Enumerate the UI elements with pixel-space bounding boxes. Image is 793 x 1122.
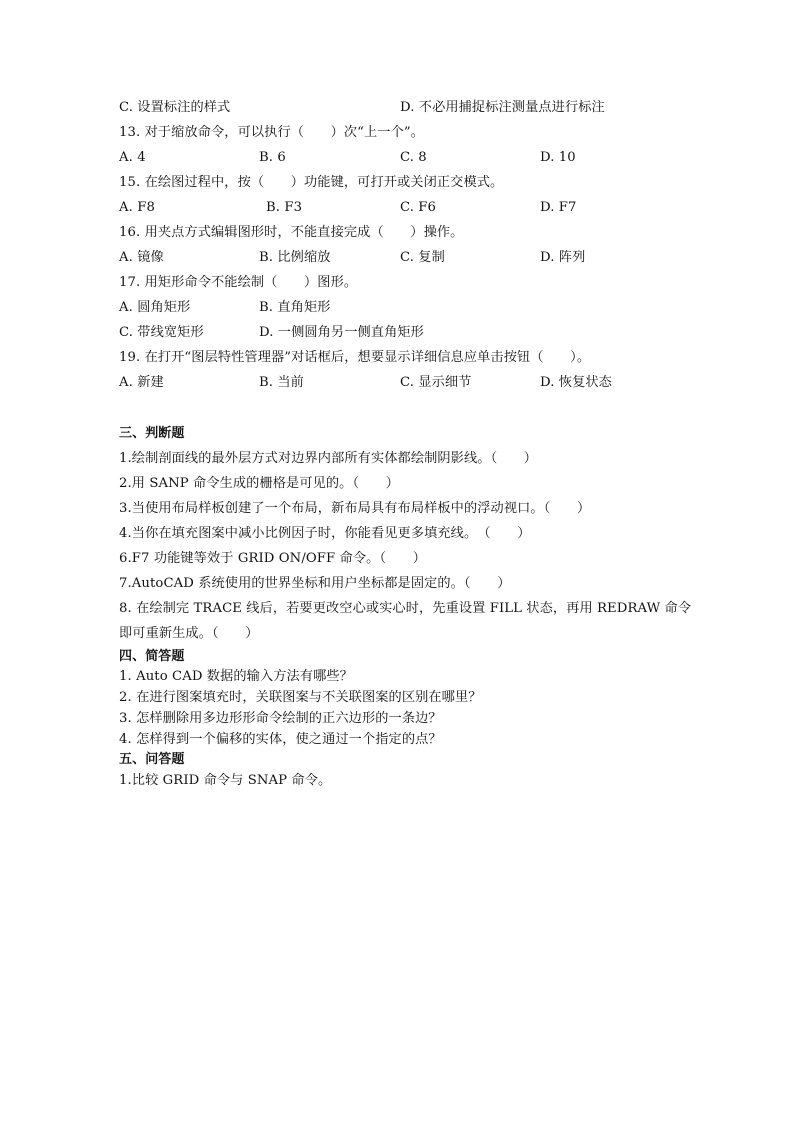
- qa-item: 1.比较 GRID 命令与 SNAP 命令。: [119, 773, 332, 788]
- section-heading-qa: 五、问答题: [119, 752, 185, 767]
- question-15: 15. 在绘图过程中，按（ ）功能键，可打开或关闭正交模式。: [119, 175, 504, 190]
- judge-item: 8. 在绘制完 TRACE 线后，若要更改空心或实心时，先重设置 FILL 状态，再用 REDRAW 命令: [119, 601, 692, 616]
- option-c: C. F6: [400, 200, 437, 215]
- judge-item: 4.当你在填充图案中减小比例因子时，你能看见更多填充线。 （ ）: [119, 526, 531, 541]
- question-17: 17. 用矩形命令不能绘制（ ）图形。: [119, 275, 358, 290]
- option-b: B. F3: [266, 200, 303, 215]
- option-a: A. 4: [119, 150, 146, 165]
- option-c: C. 带线宽矩形: [119, 325, 204, 340]
- judge-item-continuation: 即可重新生成。（ ）: [119, 626, 259, 641]
- option-c: C. 显示细节: [400, 375, 472, 390]
- option-a: A. 圆角矩形: [119, 300, 191, 315]
- option-b: B. 6: [259, 150, 286, 165]
- option-c: C. 复制: [400, 250, 445, 265]
- option-c: C. 设置标注的样式: [119, 100, 231, 115]
- section-heading-judgement: 三、判断题: [119, 426, 185, 441]
- option-d: D. F7: [540, 200, 577, 215]
- option-d: D. 一侧圆角另一侧直角矩形: [259, 325, 424, 340]
- short-answer-item: 2. 在进行图案填充时，关联图案与不关联图案的区别在哪里？: [119, 690, 482, 705]
- option-a: A. 镜像: [119, 250, 164, 265]
- question-19: 19. 在打开“图层特性管理器”对话框后，想要显示详细信息应单击按钮（ ）。: [119, 350, 591, 365]
- option-b: B. 直角矩形: [259, 300, 331, 315]
- option-d: D. 阵列: [540, 250, 586, 265]
- option-c: C. 8: [400, 150, 427, 165]
- judge-item: 6.F7 功能键等效于 GRID ON/OFF 命令。（ ）: [119, 551, 426, 566]
- short-answer-item: 4. 怎样得到一个偏移的实体，使之通过一个指定的点？: [119, 732, 442, 747]
- short-answer-item: 1. Auto CAD 数据的输入方法有哪些？: [119, 669, 353, 684]
- short-answer-item: 3. 怎样删除用多边形形命令绘制的正六边形的一条边？: [119, 711, 442, 726]
- option-d: D. 不必用捕捉标注测量点进行标注: [400, 100, 605, 115]
- section-heading-short-answer: 四、简答题: [119, 649, 185, 664]
- option-a: A. F8: [119, 200, 155, 215]
- judge-item: 7.AutoCAD 系统使用的世界坐标和用户坐标都是固定的。（ ）: [119, 576, 511, 591]
- judge-item: 3.当使用布局样板创建了一个布局，新布局具有布局样板中的浮动视口。（ ）: [119, 501, 591, 516]
- judge-item: 1.绘制剖面线的最外层方式对边界内部所有实体都绘制阴影线。（ ）: [119, 451, 538, 466]
- option-b: B. 当前: [259, 375, 304, 390]
- option-b: B. 比例缩放: [259, 250, 331, 265]
- judge-item: 2.用 SANP 命令生成的栅格是可见的。（ ）: [119, 476, 400, 491]
- option-d: D. 10: [540, 150, 576, 165]
- question-16: 16. 用夹点方式编辑图形时，不能直接完成（ ）操作。: [119, 225, 464, 240]
- option-a: A. 新建: [119, 375, 164, 390]
- option-d: D. 恢复状态: [540, 375, 612, 390]
- question-13: 13. 对于缩放命令，可以执行（ ）次“上一个”。: [119, 125, 424, 140]
